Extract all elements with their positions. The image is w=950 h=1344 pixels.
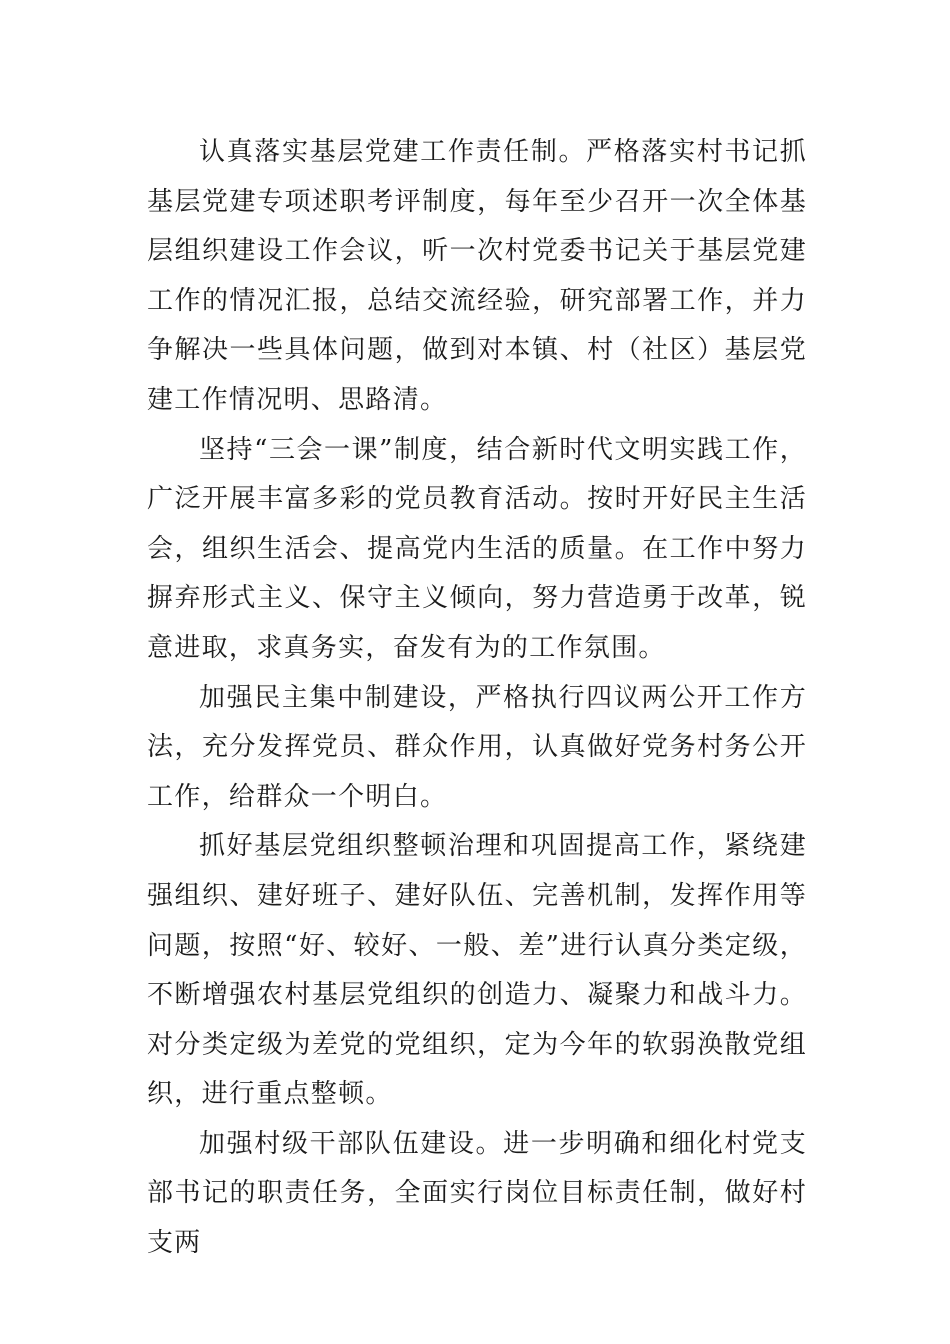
paragraph-democratic-centralism: 加强民主集中制建设，严格执行四议两公开工作方法，充分发挥党员、群众作用，认真做好党务村务公开工作，给群众一个明白。 bbox=[147, 682, 807, 812]
document-body bbox=[147, 128, 807, 1269]
paragraph-village-cadre-building: 加强村级干部队伍建设。进一步明确和细化村党支部书记的职责任务，全面实行岗位目标责任制，做好村支两 bbox=[147, 1128, 807, 1259]
paragraph-organization-rectification: 抓好基层党组织整顿治理和巩固提高工作，紧绕建强组织、建好班子、建好队伍、完善机制，发挥作用等问题，按照“好、较好、一般、差”进行认真分类定级，不断增强农村基层党组织的创造力、凝聚力和战斗力。对分类定级为差党的党组织，定为今年的软弱涣散党组织，进行重点整顿。 bbox=[147, 831, 807, 1110]
paragraph-responsibility-system: 认真落实基层党建工作责任制。严格落实村书记抓基层党建专项述职考评制度，每年至少召开一次全体基层组织建设工作会议，听一次村党委书记关于基层党建工作的情况汇报，总结交流经验，研究部署工作，并力争解决一些具体问题，做到对本镇、村（社区）基层党建工作情况明、思路清。 bbox=[147, 137, 807, 415]
paragraph-three-meetings-one-lesson: 坚持“三会一课”制度，结合新时代文明实践工作，广泛开展丰富多彩的党员教育活动。按时开好民主生活会，组织生活会、提高党内生活的质量。在工作中努力摒弃形式主义、保守主义倾向，努力营造勇于改革，锐意进取，求真务实，奋发有为的工作氛围。 bbox=[147, 434, 807, 663]
